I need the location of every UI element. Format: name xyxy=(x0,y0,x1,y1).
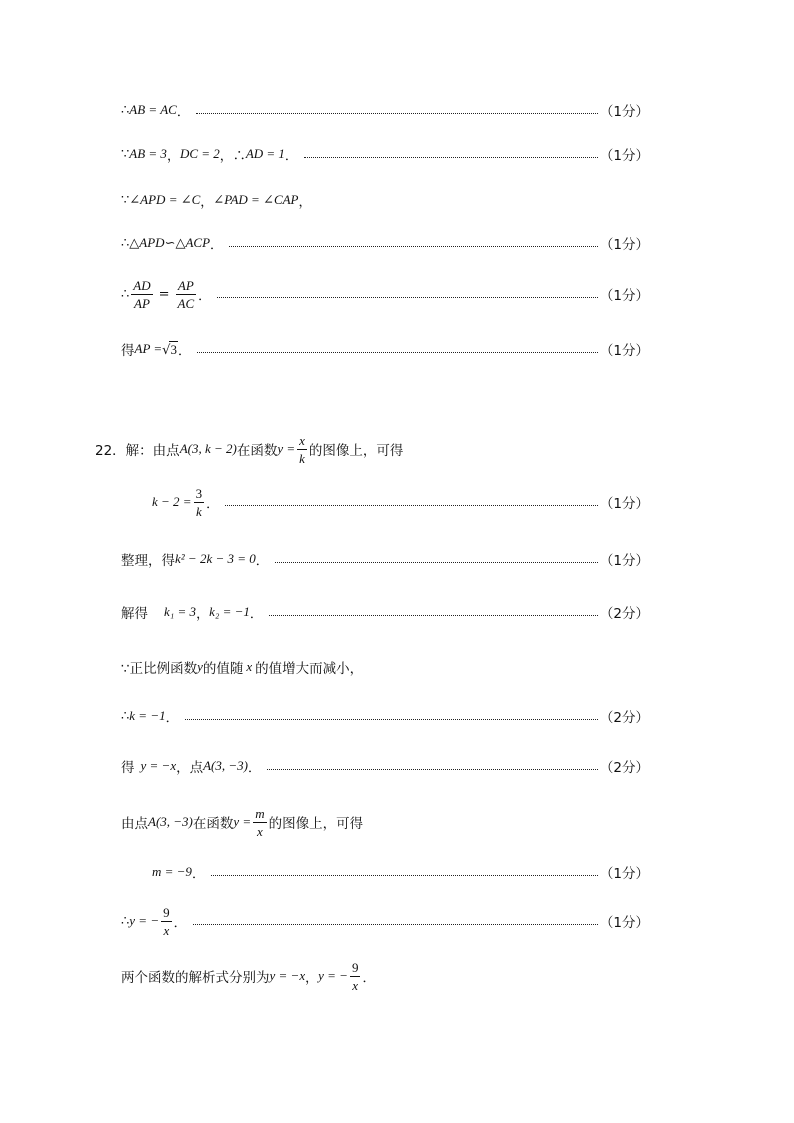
denominator: k xyxy=(195,503,202,519)
score-label: （1分） xyxy=(599,496,649,512)
denominator: k xyxy=(299,450,305,466)
text: 整理，得 xyxy=(121,553,175,569)
score-label: （1分） xyxy=(599,343,649,359)
text: 的值随 xyxy=(202,661,244,677)
lhs: y = − xyxy=(129,913,160,928)
q22-equation xyxy=(152,482,649,522)
quadratic: k² − 2k − 3 = 0 xyxy=(175,551,256,566)
period: ． xyxy=(247,760,261,776)
numerator: m xyxy=(255,805,265,821)
score-label: （2分） xyxy=(599,760,649,776)
point-label: A xyxy=(203,758,212,773)
numerator: 3 xyxy=(195,485,203,501)
period: ． xyxy=(165,710,179,726)
numerator: x xyxy=(299,432,305,448)
var-y: y xyxy=(197,659,203,674)
radical-sign: √ xyxy=(162,342,171,358)
similar-sign: ∽△ xyxy=(164,235,186,251)
therefore-sign: ∴ xyxy=(121,286,130,302)
dot-leader xyxy=(269,615,598,616)
q22-k-value xyxy=(121,696,649,736)
solution-1: k₁ = 3 xyxy=(164,604,197,619)
fraction-m-over-x xyxy=(253,807,266,838)
expression-ad: AD = 1 xyxy=(245,146,285,161)
q22-simplify xyxy=(121,539,649,579)
therefore-sign: ∴ xyxy=(121,913,130,929)
numerator: 9 xyxy=(351,959,359,975)
dot-leader xyxy=(275,562,598,563)
period: ． xyxy=(362,970,376,986)
period: ． xyxy=(191,866,205,882)
because-sign: ∵ xyxy=(121,192,130,208)
separator: ， xyxy=(196,606,210,622)
lhs: k − 2 = xyxy=(152,494,192,509)
numerator: AP xyxy=(177,277,194,293)
score-label: （1分） xyxy=(599,148,649,164)
text: 得 xyxy=(121,760,135,776)
dot-leader xyxy=(211,875,598,876)
period: ． xyxy=(210,237,224,253)
angle-equality-2: ∠PAD = ∠CAP xyxy=(213,192,299,207)
triangle-acp: ACP xyxy=(185,235,211,250)
text: 的图像上，可得 xyxy=(308,443,404,459)
point-coords: (3, −3) xyxy=(211,758,248,773)
dot-leader xyxy=(217,297,598,298)
period: ． xyxy=(249,606,263,622)
q22-intro xyxy=(95,429,403,469)
dot-leader xyxy=(196,113,598,114)
therefore-triangle: ∴△ xyxy=(121,235,140,251)
q22-second-function xyxy=(121,802,363,842)
expression: m = −9 xyxy=(152,864,192,879)
period: ． xyxy=(198,288,212,304)
denominator: x xyxy=(256,823,263,839)
text: 的图像上，可得 xyxy=(268,816,364,832)
text: 的值增大而减小， xyxy=(255,661,364,677)
dot-leader xyxy=(267,769,598,770)
triangle-apd: APD xyxy=(139,235,165,250)
step-ad-value xyxy=(121,134,649,174)
denominator: AC xyxy=(177,295,195,311)
radicand: 3 xyxy=(170,341,177,357)
period: ． xyxy=(206,496,220,512)
numerator: 9 xyxy=(163,904,170,920)
score-label: （2分） xyxy=(599,606,649,622)
score-label: （1分） xyxy=(599,237,649,253)
equals-sign: = xyxy=(158,286,170,302)
therefore-sign: ∴ xyxy=(121,102,130,118)
q22-inverse-function xyxy=(121,901,649,941)
q22-reasoning xyxy=(121,647,363,687)
fraction-9-over-x xyxy=(350,961,361,992)
expression: k = −1 xyxy=(129,708,166,723)
text: ∵正比例函数 xyxy=(121,661,198,677)
expression-ap: AP = xyxy=(134,341,163,356)
score-label: （1分） xyxy=(599,104,649,120)
score-label: （1分） xyxy=(599,553,649,569)
var-x: x xyxy=(246,659,253,674)
point-label: A xyxy=(179,441,188,456)
period: ． xyxy=(177,343,191,359)
denominator: AP xyxy=(134,295,150,311)
fraction-ap-ac xyxy=(176,279,197,310)
q22-solutions xyxy=(121,592,649,632)
point-coords: (3, −3) xyxy=(155,814,193,829)
dot-leader xyxy=(197,352,598,353)
separator: ， xyxy=(305,970,319,986)
step-ratio xyxy=(121,274,649,314)
dot-leader xyxy=(225,505,598,506)
text: 两个函数的解析式分别为 xyxy=(121,970,270,986)
step-ap-result xyxy=(121,329,649,369)
text: 解得 xyxy=(121,606,148,622)
score-label: （1分） xyxy=(599,866,649,882)
score-label: （1分） xyxy=(599,915,649,931)
q22-point-a xyxy=(121,746,649,786)
score-label: （2分） xyxy=(599,710,649,726)
separator: ， xyxy=(200,194,214,210)
dot-leader xyxy=(304,157,598,158)
comma: ， xyxy=(298,194,312,210)
de-label: 得 xyxy=(121,343,135,359)
text: 在函数 xyxy=(192,816,234,832)
dot-leader xyxy=(229,246,598,247)
fraction-9-over-x xyxy=(161,906,172,937)
text: 由点 xyxy=(121,816,148,832)
linear-function: y = −x xyxy=(140,758,177,773)
denominator: x xyxy=(163,922,170,938)
expression-dc: DC = 2 xyxy=(179,146,220,161)
separator: ，∴ xyxy=(219,148,246,164)
q22-m-value xyxy=(152,852,649,892)
fraction-x-over-k xyxy=(297,434,307,465)
text: 在函数 xyxy=(236,443,278,459)
point-coords: (3, k − 2) xyxy=(187,441,237,456)
fraction-3-over-k xyxy=(194,487,205,518)
step-ab-eq-ac xyxy=(121,90,649,130)
linear-function: y = −x xyxy=(269,968,306,983)
separator: ， xyxy=(166,148,180,164)
dot-leader xyxy=(193,924,598,925)
question-number: 22．解：由点 xyxy=(95,443,180,459)
step-similar-triangles xyxy=(121,223,649,263)
square-root xyxy=(162,341,178,358)
score-label: （1分） xyxy=(599,288,649,304)
y-equals: y = xyxy=(277,441,296,456)
period: ． xyxy=(284,148,298,164)
period: ． xyxy=(255,553,269,569)
because-sign: ∵ xyxy=(121,146,130,162)
dot-leader xyxy=(185,719,598,720)
solution-2: k₂ = −1 xyxy=(209,604,250,619)
expression-ab: AB = 3 xyxy=(129,146,167,161)
fraction-ad-ap xyxy=(131,279,152,310)
lhs: y = − xyxy=(318,968,348,983)
q22-conclusion xyxy=(121,956,375,996)
period: ． xyxy=(173,915,187,931)
angle-equality-1: ∠APD = ∠C xyxy=(129,192,201,207)
denominator: x xyxy=(352,977,359,993)
expression: AB = AC xyxy=(129,102,177,117)
therefore-sign: ∴ xyxy=(121,708,130,724)
text: ，点 xyxy=(176,760,204,776)
numerator: AD xyxy=(133,277,151,293)
step-angles xyxy=(121,180,312,220)
y-equals: y = xyxy=(233,814,252,829)
period: ． xyxy=(176,104,190,120)
point-label: A xyxy=(148,814,156,829)
